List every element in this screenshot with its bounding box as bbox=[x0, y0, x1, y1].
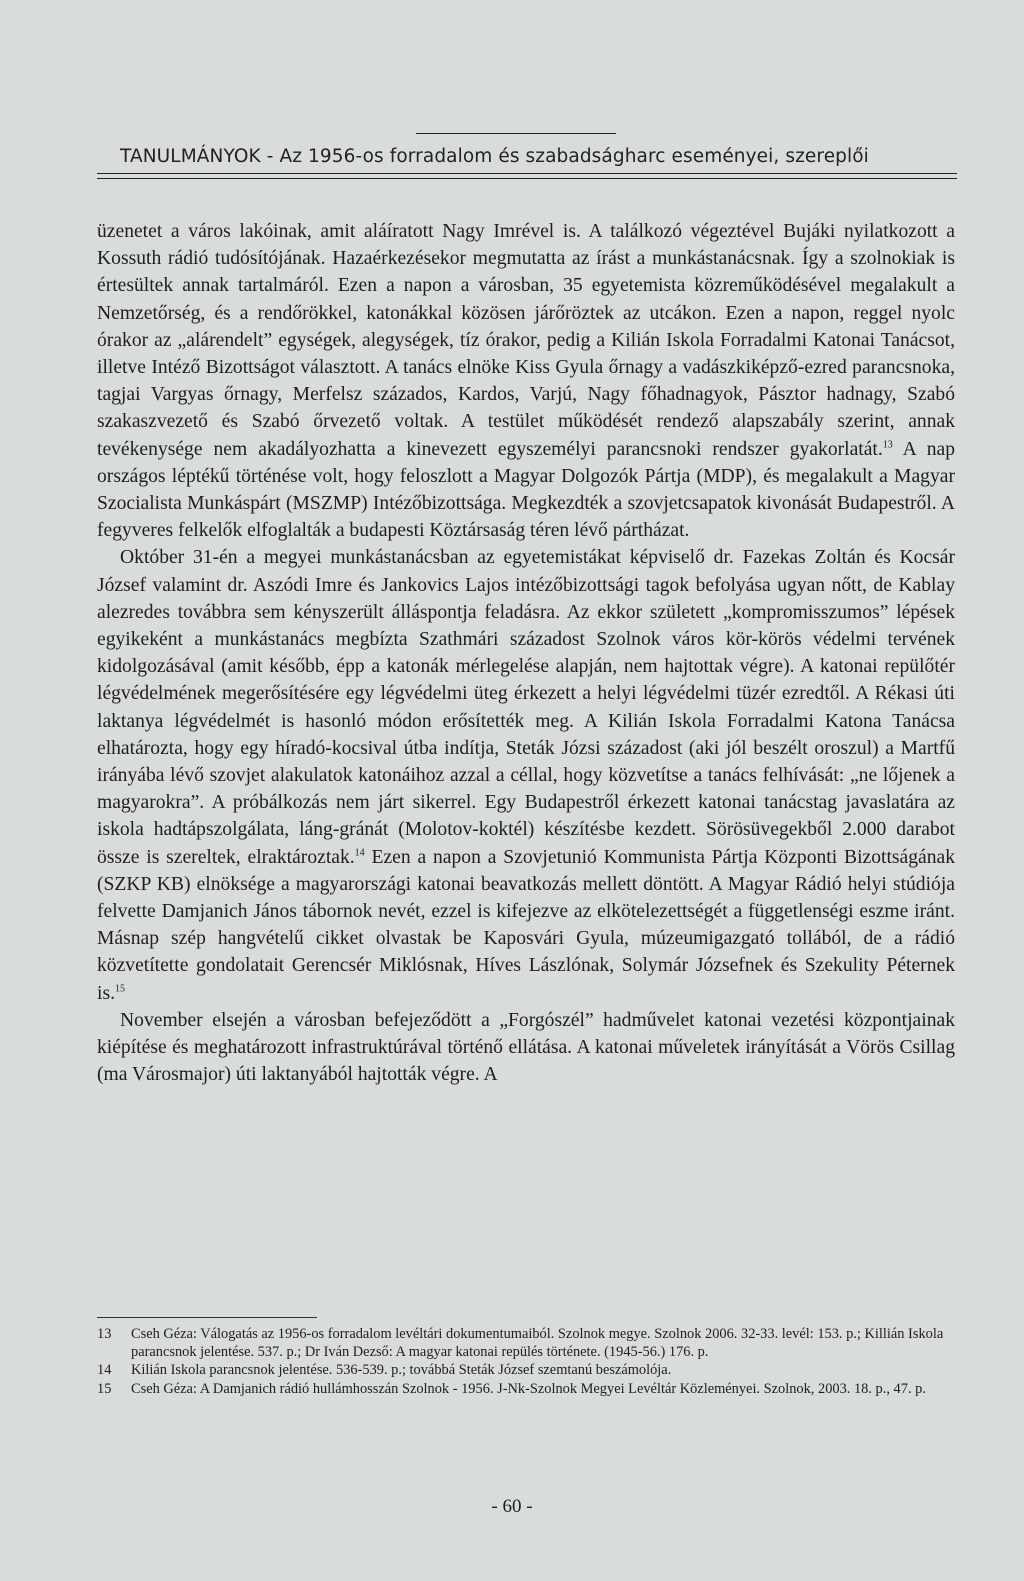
footnote bbox=[97, 1380, 955, 1398]
paragraph-text: Október 31-én a megyei munkástanácsban az egyetemistákat képviselő dr. Fazekas Zoltán és Kocsár József valamint dr. Aszódi Imre és Jankovics Lajos intézőbizottsági tagok befolyása ugyan nőtt, de Kablay alezredes továbbra sem kényszerült álláspontja feladásra. Az ekkor született „kompromisszumos” lépések egyikeként a munkástanács megbízta Szathmári századost Szolnok város kör-körös védelmi tervének kidolgozásával (amit később, épp a katonák mérlegelése alapján, nem hajtottak végre). A katonai repülőtér légvédelmének megerősítésére egy légvédelmi üteg érkezett a helyi légvédelmi tüzér ezredtől. A Rékasi úti laktanya légvédelmét is hasonló módon erősítették meg. A Kilián Iskola Forradalmi Katona Tanácsa elhatározta, hogy egy híradó-kocsival útba indítja, Steták Józsi századost (aki jól beszélt oroszul) a Martfű irányába lévő szovjet alakulatok katonáihoz azzal a céllal, hogy közvetítse a tanács felhívását: „ne lőjenek a magyarokra”. A próbálkozás nem járt sikerrel. Egy Budapestről érkezett katonai tanácstag javaslatára az iskola hadtápszolgálata, láng-gránát (Molotov-koktél) készítésbe kezdett. Sörösüvegekből 2.000 darabot össze is szereltek, elraktároztak. bbox=[97, 547, 955, 868]
page-number: - 60 - bbox=[491, 1496, 533, 1517]
footnote-separator bbox=[97, 1317, 317, 1318]
paragraph-text: A nap országos léptékű történése volt, hogy feloszlott a Magyar Dolgozók Pártja (MDP), és megalakult a Magyar Szocialista Munkáspárt (MSZMP) Intézőbizottsága. Megkezdték a szovjetcsapatok kivonását Budapestről. A fegyveres felkelők elfoglalták a budapesti Köztársaság téren lévő pártházat. bbox=[97, 438, 955, 542]
body-text bbox=[97, 218, 955, 1089]
footnote-text: Cseh Géza: A Damjanich rádió hullámhosszán Szolnok - 1956. J-Nk-Szolnok Megyei Levéltár Közleményei. Szolnok, 2003. 18. p., 47. p. bbox=[131, 1380, 926, 1397]
paragraph-text: November elsején a városban befejeződött a „Forgószél” hadművelet katonai vezetési központjainak kiépítése és meghatározott infrastruktúrával történő ellátása. A katonai műveletek irányítását a Vörös Csillag (ma Városmajor) úti laktanyából hajtották végre. A bbox=[97, 1009, 955, 1086]
header-double-rule bbox=[97, 173, 957, 179]
header-top-line bbox=[416, 133, 616, 134]
footnote-number: 14 bbox=[97, 1362, 112, 1379]
footnote-ref: 13 bbox=[882, 439, 893, 451]
footnote-text: Cseh Géza: Válogatás az 1956-os forradalom levéltári dokumentumaiból. Szolnok megye. Szolnok 2006. 32-33. levél: 153. p.; Killián Iskola parancsnok jelentése. 537. p.; Dr Iván Dezső: A magyar katonai repülés története. (1945-56.) 176. p. bbox=[131, 1326, 944, 1361]
footnote bbox=[97, 1325, 955, 1361]
paragraph-text: Ezen a napon a Szovjetunió Kommunista Pártja Központi Bizottságának (SZKP KB) elnöksége a magyarországi katonai beavatkozás mellett döntött. A Magyar Rádió helyi stúdiója felvette Damjanich János tábornok nevét, ezzel is kifejezve az elkötelezettségét a függetlenségi eszme iránt. Másnap szép hangvételű cikket olvastak be Kaposvári Gyula, múzeumigazgató tollából, de a rádió közvetítette gondolatait Gerencsér Miklósnak, Híves Lászlónak, Solymár Józsefnek és Szekulity Péternek is. bbox=[97, 846, 955, 1004]
footnote bbox=[97, 1361, 955, 1379]
footnote-text: Kilián Iskola parancsnok jelentése. 536-539. p.; továbbá Steták József szemtanú beszámolója. bbox=[131, 1362, 672, 1379]
paragraph-text: üzenetet a város lakóinak, amit aláíratott Nagy Imrével is. A találkozó végeztével Bujáki nyilatkozott a Kossuth rádió tudósítójának. Hazaérkezésekor megmutatta az írást a munkástanácsnak. Így a szolnokiak is értesültek annak tartalmáról. Ezen a napon a városban, 35 egyetemista közreműködésével megalakult a Nemzetőrség, és a rendőrökkel, katonákkal közösen járőröztek az utcákon. Ezen a napon, reggel nyolc órakor az „alárendelt” egységek, alegységek, tíz órakor, pedig a Kilián Iskola Forradalmi Katonai Tanácsot, illetve Intéző Bizottságot választott. A tanács elnöke Kiss Gyula őrnagy a vadászkiképző-ezred parancsnoka, tagjai Vargyas őrnagy, Merfelsz százados, Kardos, Varjú, Nagy főhadnagyok, Pásztor hadnagy, Szabó szakaszvezető és Szabó őrvezető voltak. A testület működését rendező alapszabály szerint, annak tevékenysége nem akadályozhatta a kinevezett egyszemélyi parancsnoki rendszer gyakorlatát. bbox=[97, 221, 955, 460]
paragraph bbox=[97, 218, 955, 544]
footnote-number: 15 bbox=[97, 1380, 112, 1397]
footnotes bbox=[97, 1325, 955, 1398]
footnote-ref: 15 bbox=[114, 983, 125, 995]
paragraph bbox=[97, 1007, 955, 1089]
paragraph bbox=[97, 544, 955, 1006]
footnote-number: 13 bbox=[97, 1326, 112, 1342]
footnote-ref: 14 bbox=[354, 847, 365, 859]
running-header: TANULMÁNYOK - Az 1956-os forradalom és szabadságharc eseményei, szereplői bbox=[120, 146, 869, 167]
